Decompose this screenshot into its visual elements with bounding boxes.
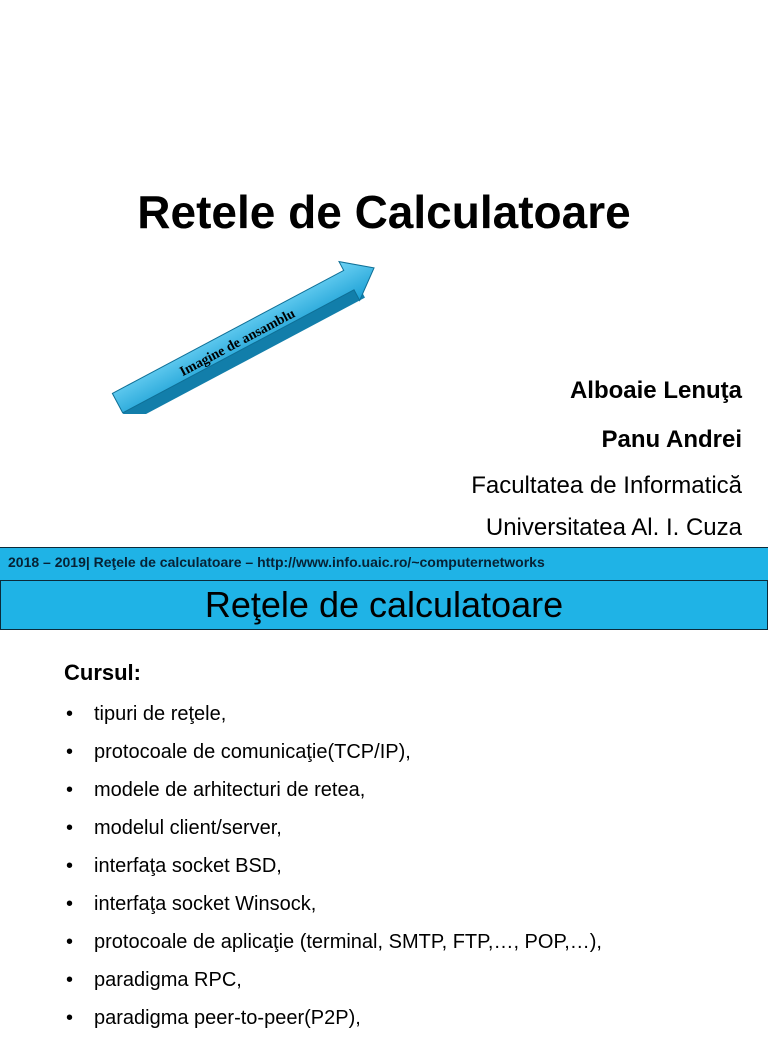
- bullet-icon: •: [66, 931, 74, 953]
- list-item: • paradigma RPC,: [64, 966, 602, 1004]
- slide2-header: [0, 580, 768, 630]
- list-item: • interfaţa socket BSD,: [64, 852, 602, 890]
- bullet-icon: •: [66, 817, 74, 839]
- slide2-title: Reţele de calculatoare: [204, 584, 564, 625]
- list-item: • protocoale de aplicaţie (terminal, SMTP, FTP,…, POP,…),: [64, 928, 602, 966]
- author-2: Panu Andrei: [601, 426, 742, 453]
- faculty-name: Facultatea de Informatică: [471, 472, 742, 499]
- course-banner: [0, 547, 768, 581]
- overview-arrow-icon: [110, 244, 390, 414]
- list-item: • tipuri de reţele,: [64, 700, 602, 738]
- arrow-label: Imagine de ansamblu: [177, 306, 298, 380]
- section-label: Cursul:: [64, 660, 141, 685]
- list-item: • paradigma peer-to-peer(P2P),: [64, 1004, 602, 1042]
- list-item: • protocoale de comunicaţie(TCP/IP),: [64, 738, 602, 776]
- bullet-icon: •: [66, 855, 74, 877]
- list-item: • modelul client/server,: [64, 814, 602, 852]
- bullet-icon: •: [66, 969, 74, 991]
- banner-text: 2018 – 2019| Reţele de calculatoare – http://www.info.uaic.ro/~computernetworks: [8, 554, 545, 570]
- course-topics-list: [64, 700, 602, 1042]
- slide-title: Retele de Calculatoare: [137, 186, 631, 238]
- list-item: • modele de arhitecturi de retea,: [64, 776, 602, 814]
- list-item: • interfaţa socket Winsock,: [64, 890, 602, 928]
- bullet-icon: •: [66, 1007, 74, 1029]
- bullet-icon: •: [66, 779, 74, 801]
- bullet-icon: •: [66, 893, 74, 915]
- bullet-icon: •: [66, 741, 74, 763]
- bullet-icon: •: [66, 703, 74, 725]
- author-1: Alboaie Lenuţa: [569, 377, 742, 404]
- university-name: Universitatea Al. I. Cuza: [485, 514, 742, 541]
